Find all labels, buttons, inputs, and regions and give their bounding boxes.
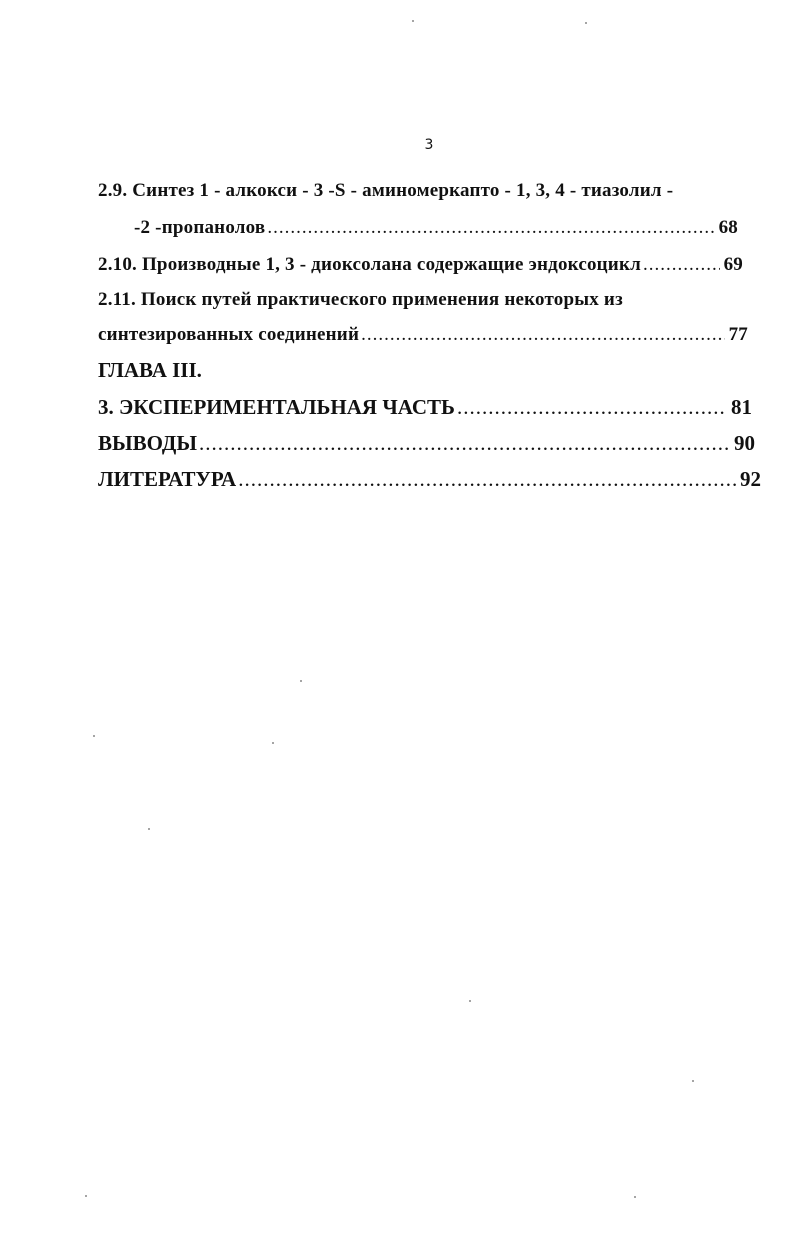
toc-entry-text: 2.9. Синтез 1 - алкокси - 3 -S - аминомеркапто - 1, 3, 4 - тиазолил - bbox=[98, 180, 674, 201]
dot-leader bbox=[238, 467, 736, 492]
scan-speck bbox=[148, 828, 150, 830]
chapter-heading bbox=[98, 358, 298, 383]
scan-speck bbox=[300, 680, 302, 682]
toc-entry-2-9-line-2 bbox=[134, 217, 738, 239]
toc-page-number: 81 bbox=[731, 395, 752, 419]
toc-page-number: 90 bbox=[734, 431, 755, 455]
toc-entry-text: ВЫВОДЫ bbox=[98, 431, 197, 455]
scan-speck bbox=[412, 20, 414, 22]
dot-leader bbox=[643, 254, 720, 276]
dot-leader bbox=[361, 324, 724, 346]
toc-entry-text: 2.11. Поиск путей практического применения некоторых из bbox=[98, 289, 623, 310]
scan-speck bbox=[634, 1196, 636, 1198]
toc-entry-literature bbox=[98, 467, 761, 492]
toc-page-number: 69 bbox=[723, 254, 743, 275]
toc-entry-text: -2 -пропанолов bbox=[134, 217, 266, 238]
toc-page-number: 77 bbox=[728, 324, 748, 345]
toc-entry-experimental bbox=[98, 395, 752, 420]
scan-speck bbox=[469, 1000, 471, 1002]
toc-entry-2-9-line-1 bbox=[98, 180, 698, 202]
dot-leader bbox=[457, 395, 727, 420]
toc-entry-text: синтезированных соединений bbox=[98, 324, 360, 345]
page-number: 3 bbox=[424, 137, 434, 153]
toc-entry-text: 2.10. Производные 1, 3 - диоксолана содержащие эндоксоцикл bbox=[98, 254, 641, 275]
scan-speck bbox=[85, 1195, 87, 1197]
toc-entry-2-10 bbox=[98, 254, 743, 276]
scan-speck bbox=[692, 1080, 694, 1082]
toc-entry-text: 3. ЭКСПЕРИМЕНТАЛЬНАЯ ЧАСТЬ bbox=[98, 395, 455, 419]
dot-leader bbox=[267, 217, 714, 239]
dot-leader bbox=[199, 431, 730, 456]
toc-page-number: 68 bbox=[718, 217, 738, 238]
toc-entry-text: ГЛАВА III. bbox=[98, 358, 202, 382]
toc-entry-2-11-line-2 bbox=[98, 324, 748, 346]
toc-entry-text: ЛИТЕРАТУРА bbox=[98, 467, 237, 491]
scan-speck bbox=[93, 735, 95, 737]
scan-speck bbox=[272, 742, 274, 744]
toc-entry-conclusions bbox=[98, 431, 755, 456]
toc-page-number: 92 bbox=[740, 467, 761, 491]
toc-entry-2-11-line-1 bbox=[98, 289, 638, 311]
scan-speck bbox=[585, 22, 587, 24]
